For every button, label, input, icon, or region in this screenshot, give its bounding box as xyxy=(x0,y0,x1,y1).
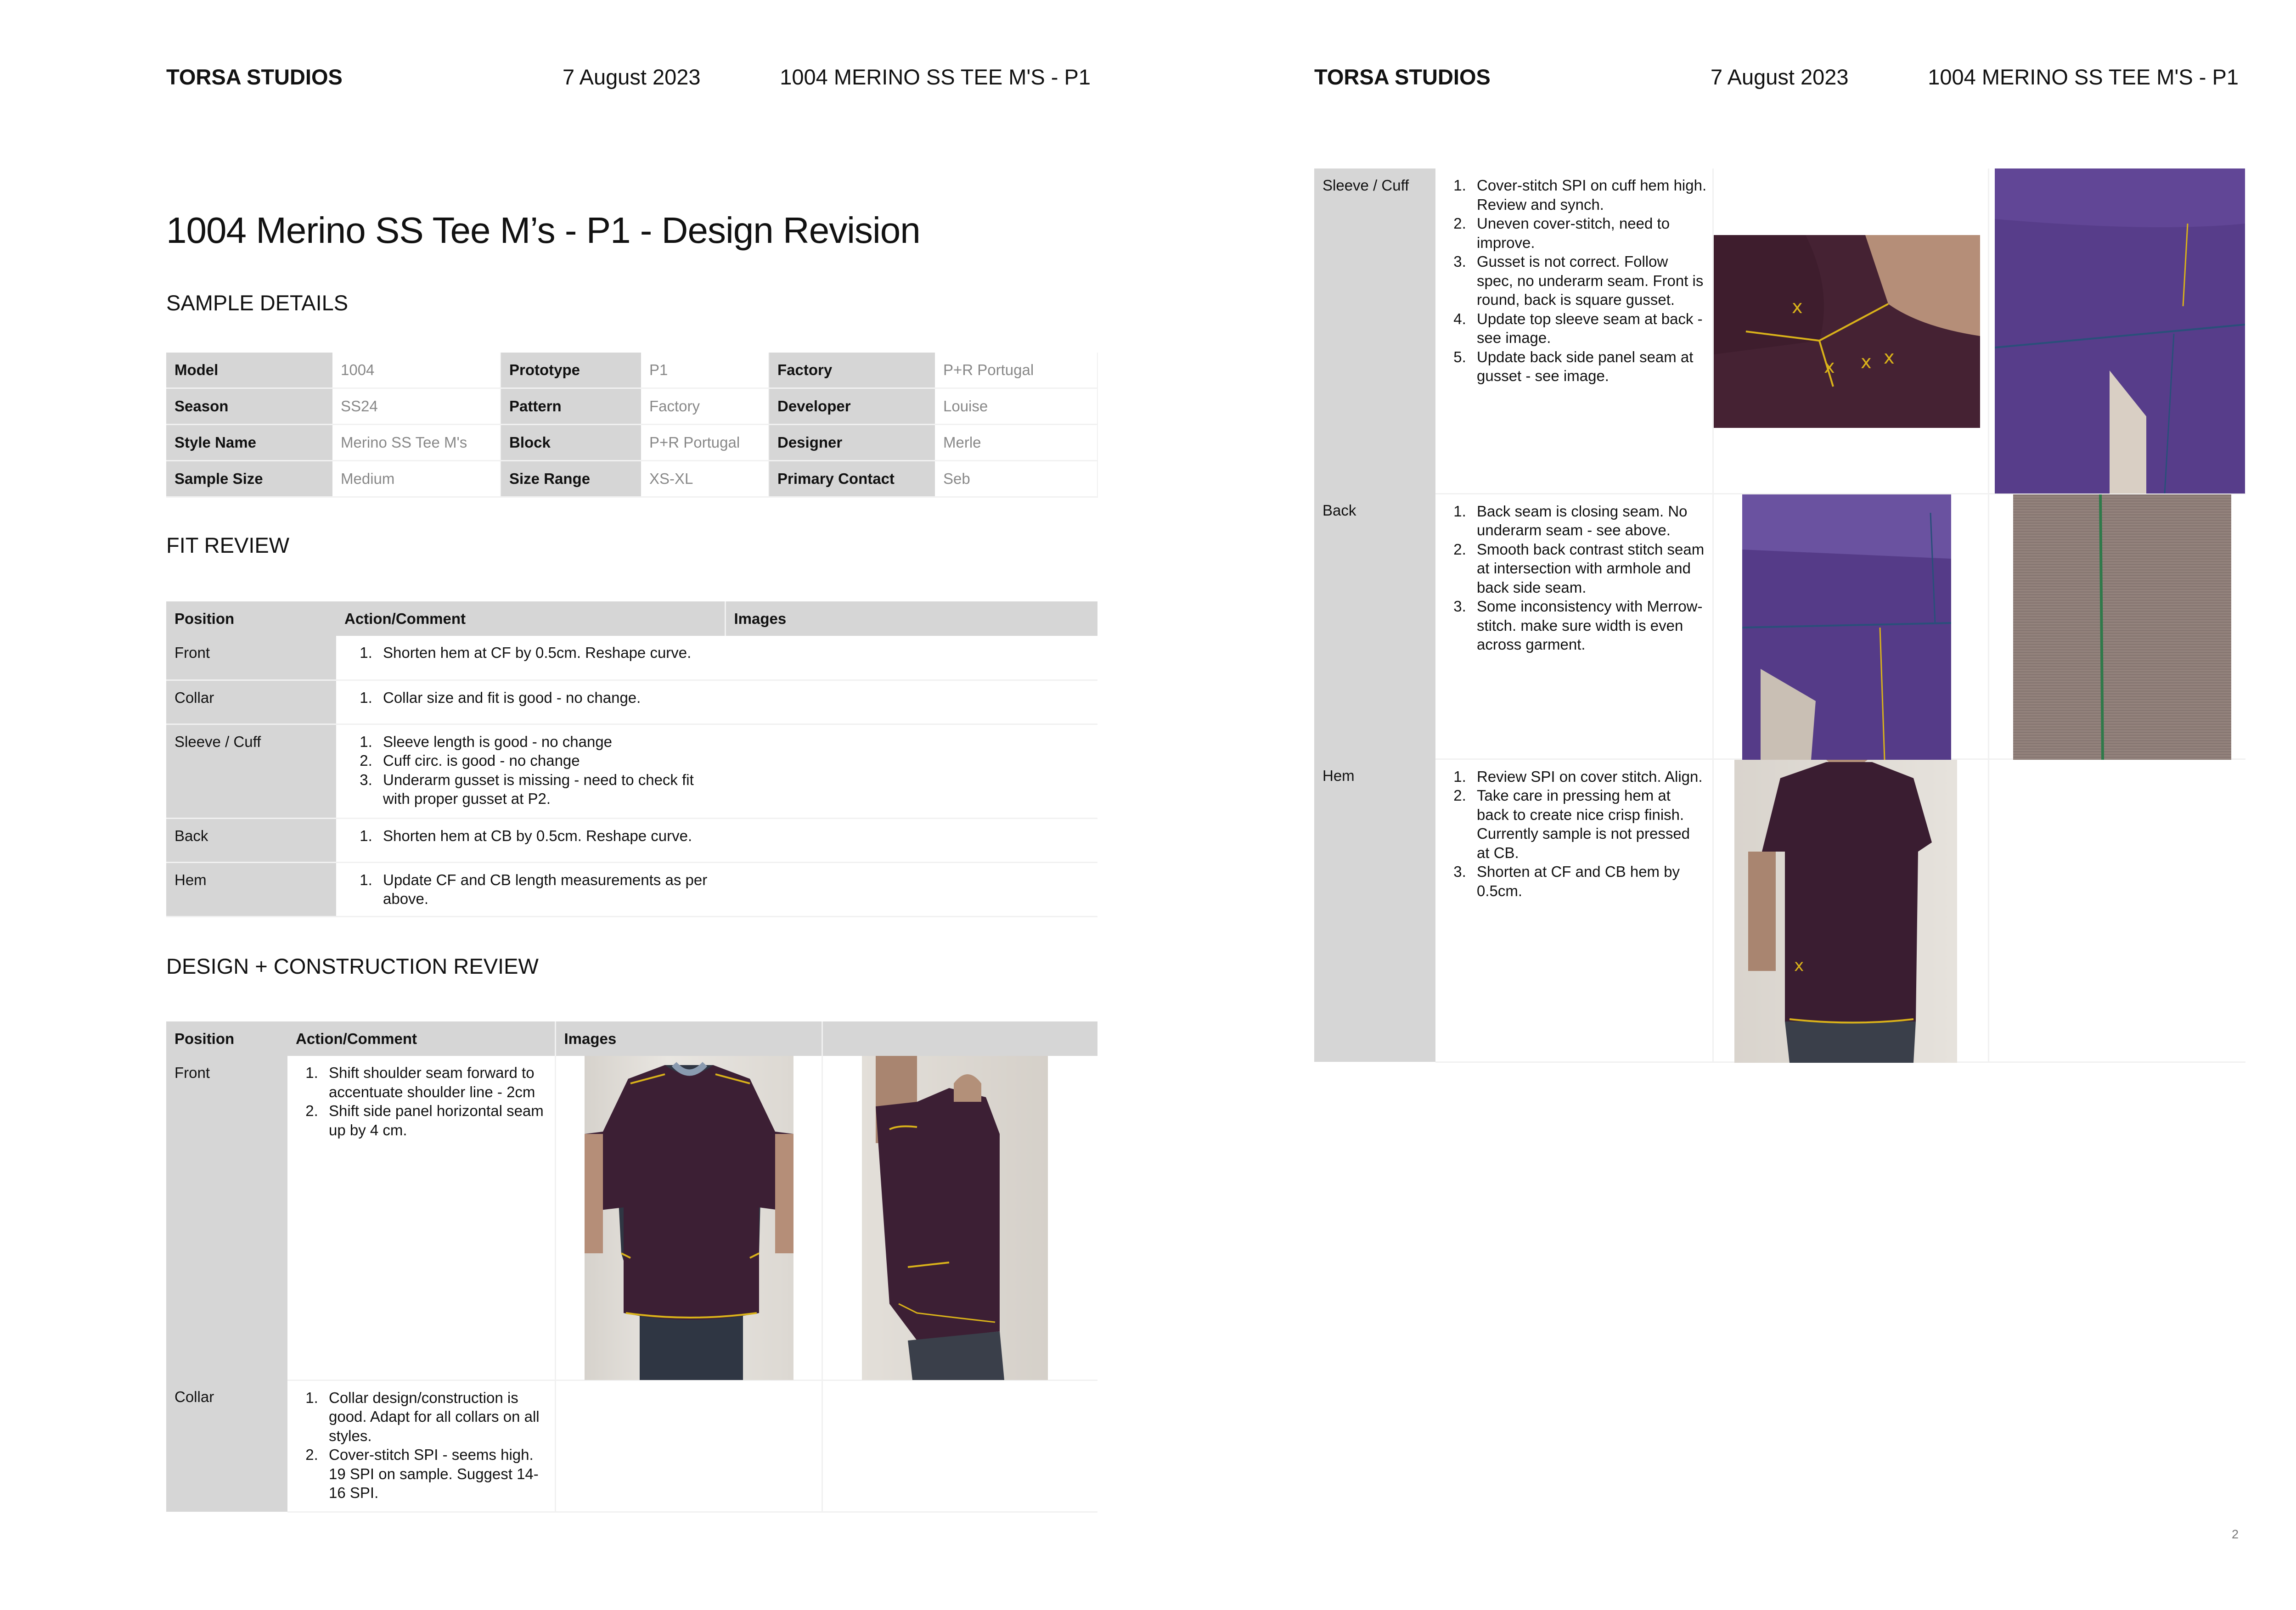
table-row xyxy=(166,680,1097,724)
position-cell: Hem xyxy=(1314,759,1435,1062)
table-row xyxy=(166,1056,1097,1380)
merrow-stitch-photo xyxy=(2013,494,2231,760)
fit-review-table xyxy=(166,601,1097,917)
section-title-design-review: DESIGN + CONSTRUCTION REVIEW xyxy=(166,954,539,978)
action-item: 1. Review SPI on cover stitch. Align. xyxy=(1470,767,1707,786)
images-cell xyxy=(725,636,1097,680)
header-doc-ref: 1004 MERINO SS TEE M'S - P1 xyxy=(1928,65,2239,89)
action-item: 1. Update CF and CB length measurements as per above. xyxy=(377,870,717,909)
table-row xyxy=(1314,168,2245,494)
sample-label: Block xyxy=(501,425,641,461)
sample-label: Factory xyxy=(769,353,935,388)
action-item: 2. Uneven cover-stitch, need to improve. xyxy=(1470,214,1707,252)
images-cell xyxy=(1713,494,1988,759)
section-title-fit-review: FIT REVIEW xyxy=(166,533,290,557)
header-date: 7 August 2023 xyxy=(1711,65,1849,89)
design-review-table-continued xyxy=(1314,168,2245,1063)
images-cell xyxy=(555,1056,822,1380)
action-item: 1. Collar design/construction is good. Adapt for all collars on all styles. xyxy=(322,1388,549,1446)
action-cell xyxy=(1435,494,1713,759)
col-header-action: Action/Comment xyxy=(287,1021,555,1056)
table-row xyxy=(166,862,1097,916)
document-title: 1004 Merino SS Tee M’s - P1 - Design Revision xyxy=(166,210,920,251)
sample-value: Merino SS Tee M's xyxy=(332,425,501,461)
action-item: 1. Shift shoulder seam forward to accentuate shoulder line - 2cm xyxy=(322,1063,549,1101)
svg-text:x: x xyxy=(1860,352,1872,373)
page-right xyxy=(1148,0,2296,1610)
images-cell xyxy=(1988,494,2245,759)
table-row xyxy=(166,1380,1097,1512)
action-cell xyxy=(336,680,725,724)
table-header-row xyxy=(166,601,1097,636)
position-cell: Back xyxy=(166,818,336,862)
action-item: 2. Take care in pressing hem at back to create nice crisp finish. Currently sample is not pressed at CB. xyxy=(1470,786,1707,862)
col-header-images: Images xyxy=(725,601,1097,636)
position-cell: Front xyxy=(166,636,336,680)
position-cell: Collar xyxy=(166,680,336,724)
sample-value: P1 xyxy=(641,353,769,388)
sample-row xyxy=(166,425,1097,461)
action-item: 2. Cuff circ. is good - no change xyxy=(377,751,717,770)
action-item: 1. Back seam is closing seam. No underarm seam - see above. xyxy=(1470,502,1707,540)
sample-label: Sample Size xyxy=(166,461,332,497)
action-cell xyxy=(336,818,725,862)
action-item: 1. Cover-stitch SPI on cuff hem high. Review and synch. xyxy=(1470,176,1707,214)
sample-label: Prototype xyxy=(501,353,641,388)
images-cell xyxy=(555,1380,822,1512)
header-doc-ref: 1004 MERINO SS TEE M'S - P1 xyxy=(780,65,1091,89)
images-cell xyxy=(725,862,1097,916)
action-item: 1. Collar size and fit is good - no change. xyxy=(377,688,717,707)
images-cell xyxy=(725,818,1097,862)
sample-value: P+R Portugal xyxy=(935,353,1097,388)
action-item: 2. Shift side panel horizontal seam up by 4 cm. xyxy=(322,1101,549,1139)
sample-value: SS24 xyxy=(332,388,501,425)
action-item: 3. Underarm gusset is missing - need to check fit with proper gusset at P2. xyxy=(377,770,717,808)
action-item: 2. Smooth back contrast stitch seam at intersection with armhole and back side seam. xyxy=(1470,540,1707,597)
action-cell xyxy=(287,1380,555,1512)
sample-label: Season xyxy=(166,388,332,425)
design-review-table xyxy=(166,1021,1097,1513)
images-cell xyxy=(822,1380,1097,1512)
sample-value: Factory xyxy=(641,388,769,425)
position-cell: Sleeve / Cuff xyxy=(166,724,336,818)
section-title-sample-details: SAMPLE DETAILS xyxy=(166,291,349,315)
sample-label: Size Range xyxy=(501,461,641,497)
col-header-images: Images xyxy=(555,1021,822,1056)
images-cell xyxy=(1713,759,1988,1062)
sample-label: Model xyxy=(166,353,332,388)
sample-label: Primary Contact xyxy=(769,461,935,497)
action-cell xyxy=(287,1056,555,1380)
table-row xyxy=(166,724,1097,818)
side-view-arm-raised-photo xyxy=(862,1056,1048,1380)
sample-label: Designer xyxy=(769,425,935,461)
images-cell xyxy=(725,680,1097,724)
action-item: 1. Sleeve length is good - no change xyxy=(377,732,717,752)
action-item: 3. Shorten at CF and CB hem by 0.5cm. xyxy=(1470,862,1707,900)
table-row xyxy=(1314,494,2245,759)
table-row xyxy=(166,636,1097,680)
images-cell xyxy=(1988,168,2245,494)
svg-text:x: x xyxy=(1791,297,1803,318)
brand-name: TORSA STUDIOS xyxy=(1314,65,1491,89)
sleeve-seam-flat-photo xyxy=(1995,168,2245,494)
action-item: 3. Some inconsistency with Merrow-stitch. make sure width is even across garment. xyxy=(1470,597,1707,654)
position-cell: Collar xyxy=(166,1380,287,1512)
position-cell: Sleeve / Cuff xyxy=(1314,168,1435,494)
action-item: 4. Update top sleeve seam at back - see image. xyxy=(1470,309,1707,348)
sample-value: Seb xyxy=(935,461,1097,497)
sample-label: Pattern xyxy=(501,388,641,425)
col-header-position: Position xyxy=(166,601,336,636)
col-header-images-extra xyxy=(822,1021,1097,1056)
sample-row xyxy=(166,388,1097,425)
header-date: 7 August 2023 xyxy=(563,65,701,89)
action-cell xyxy=(336,862,725,916)
images-cell xyxy=(1713,168,1988,494)
table-header-row xyxy=(166,1021,1097,1056)
sample-value: Medium xyxy=(332,461,501,497)
action-cell xyxy=(1435,168,1713,494)
action-item: 5. Update back side panel seam at gusset - see image. xyxy=(1470,348,1707,386)
sample-label: Developer xyxy=(769,388,935,425)
action-item: 1. Shorten hem at CB by 0.5cm. Reshape curve. xyxy=(377,826,717,846)
col-header-position: Position xyxy=(166,1021,287,1056)
col-header-action: Action/Comment xyxy=(336,601,725,636)
svg-text:x: x xyxy=(1883,347,1895,368)
svg-text:x: x xyxy=(1794,956,1804,975)
brand-name: TORSA STUDIOS xyxy=(166,65,343,89)
front-view-photo xyxy=(585,1056,793,1380)
svg-text:x: x xyxy=(1823,356,1835,377)
sample-label: Style Name xyxy=(166,425,332,461)
sample-value: 1004 xyxy=(332,353,501,388)
action-cell xyxy=(1435,759,1713,1062)
sample-value: Louise xyxy=(935,388,1097,425)
underarm-gusset-photo xyxy=(1714,235,1980,428)
position-cell: Hem xyxy=(166,862,336,916)
action-item: 2. Cover-stitch SPI - seems high. 19 SPI on sample. Suggest 14-16 SPI. xyxy=(322,1445,549,1503)
sample-value: P+R Portugal xyxy=(641,425,769,461)
sample-details-table xyxy=(166,353,1098,498)
action-item: 3. Gusset is not correct. Follow spec, no underarm seam. Front is round, back is square gusset. xyxy=(1470,252,1707,309)
table-row xyxy=(166,818,1097,862)
action-cell xyxy=(336,636,725,680)
images-cell xyxy=(1988,759,2245,1062)
back-seam-photo xyxy=(1742,494,1951,760)
action-cell xyxy=(336,724,725,818)
position-cell: Back xyxy=(1314,494,1435,759)
images-cell xyxy=(822,1056,1097,1380)
images-cell xyxy=(725,724,1097,818)
sample-row xyxy=(166,353,1097,388)
sample-value: Merle xyxy=(935,425,1097,461)
sample-value: XS-XL xyxy=(641,461,769,497)
page-number: 2 xyxy=(2231,1527,2239,1541)
hem-front-photo xyxy=(1734,760,1957,1063)
action-item: 1. Shorten hem at CF by 0.5cm. Reshape curve. xyxy=(377,643,717,662)
table-row xyxy=(1314,759,2245,1062)
sample-row xyxy=(166,461,1097,497)
position-cell: Front xyxy=(166,1056,287,1380)
